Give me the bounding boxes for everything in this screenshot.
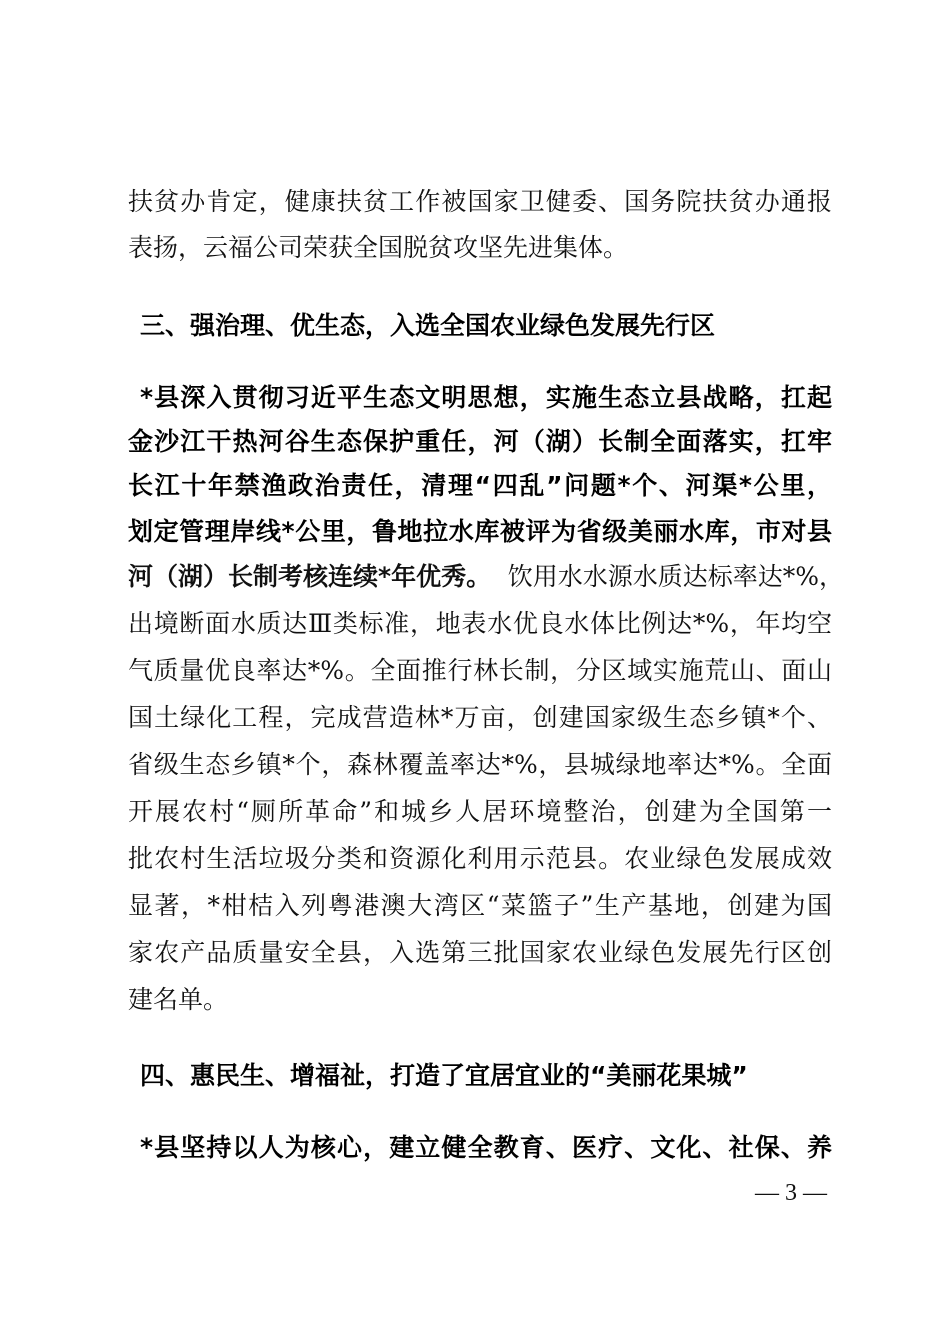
body-line: 国土绿化工程，完成营造林*万亩，创建国家级生态乡镇*个、 <box>128 703 832 732</box>
section-heading-4: 四、惠民生、增福祉，打造了宜居宜业的“美丽花果城” <box>140 1061 748 1090</box>
body-line-bold: 划定管理岸线*公里，鲁地拉水库被评为省级美丽水库，市对县 <box>128 517 832 546</box>
body-line: 出境断面水质达Ⅲ类标准，地表水优良水体比例达*%，年均空 <box>128 609 832 638</box>
body-line-bold: 金沙江干热河谷生态保护重任，河（湖）长制全面落实，扛牢 <box>128 427 832 456</box>
body-line: 表扬，云福公司荣获全国脱贫攻坚先进集体。 <box>128 233 629 262</box>
body-line: 批农村生活垃圾分类和资源化利用示范县。农业绿色发展成效 <box>128 844 832 873</box>
body-line: 显著，*柑桔入列粤港澳大湾区“菜篮子”生产基地，创建为国 <box>128 891 832 920</box>
body-line: 建名单。 <box>128 985 229 1014</box>
mixed-bold-segment: 河（湖）长制考核连续*年优秀。 <box>128 562 492 591</box>
body-line-bold: *县深入贯彻习近平生态文明思想，实施生态立县战略，扛起 <box>140 383 832 412</box>
body-line-bold: 长江十年禁渔政治责任，清理“四乱”问题*个、河渠*公里， <box>128 471 832 500</box>
body-line-bold: *县坚持以人为核心，建立健全教育、医疗、文化、社保、养 <box>140 1133 832 1162</box>
body-line: 省级生态乡镇*个，森林覆盖率达*%，县城绿地率达*%。全面 <box>128 750 832 779</box>
section-heading-3: 三、强治理、优生态，入选全国农业绿色发展先行区 <box>140 311 716 340</box>
body-line: 气质量优良率达*%。全面推行林长制，分区域实施荒山、面山 <box>128 656 832 685</box>
body-line: 开展农村“厕所革命”和城乡人居环境整治，创建为全国第一 <box>128 797 832 826</box>
body-line-mixed <box>128 562 844 592</box>
body-line: 扶贫办肯定，健康扶贫工作被国家卫健委、国务院扶贫办通报 <box>128 187 832 216</box>
mixed-regular-segment: 饮用水水源水质达标率达*%， <box>507 562 844 591</box>
page-number: — 3 — <box>755 1180 827 1206</box>
body-line: 家农产品质量安全县，入选第三批国家农业绿色发展先行区创 <box>128 938 832 967</box>
